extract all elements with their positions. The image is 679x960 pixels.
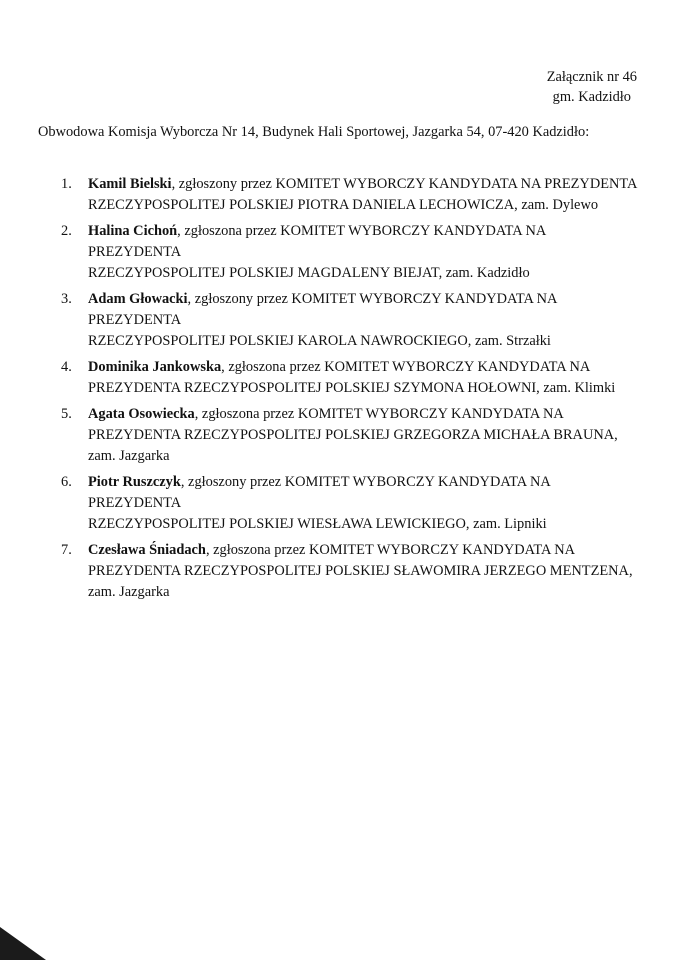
member-list-item [0,174,679,216]
member-number: 2. [61,223,72,239]
member-name: Agata Osowiecka [88,406,195,422]
member-number: 5. [61,406,72,422]
page-corner-artifact [0,927,46,960]
member-name: Adam Głowacki [88,291,188,307]
member-number: 7. [61,542,72,558]
member-text [88,289,639,352]
member-text [88,472,639,535]
member-name: Piotr Ruszczyk [88,474,181,490]
member-text [88,174,639,216]
member-wrapped-line: PREZYDENTA RZECZYPOSPOLITEJ POLSKIEJ GRZEGORZA MICHAŁA BRAUNA, [88,427,618,443]
municipality: gm. Kadzidło [552,89,632,105]
member-first-line-rest: , zgłoszona przez KOMITET WYBORCZY KANDYDATA NA [205,542,576,558]
member-wrapped-line: zam. Jazgarka [88,584,170,600]
member-first-line-rest: , zgłoszona przez KOMITET WYBORCZY KANDYDATA NA [194,406,564,422]
member-number: 4. [61,359,72,375]
member-list-item [0,472,679,535]
member-first-line [88,289,639,331]
member-first-line-rest: , zgłoszony przez KOMITET WYBORCZY KANDYDATA NA PREZYDENTA [88,291,557,328]
member-number: 6. [61,474,72,490]
member-text [88,221,639,284]
member-list-item [0,221,679,284]
member-name: Dominika Jankowska [88,359,222,375]
member-name: Czesława Śniadach [88,542,206,558]
commission-heading: Obwodowa Komisja Wyborcza Nr 14, Budynek Hali Sportowej, Jazgarka 54, 07-420 Kadzidło: [38,124,590,140]
member-list-item [0,404,679,467]
member-first-line [88,174,639,195]
member-wrapped-line: RZECZYPOSPOLITEJ POLSKIEJ PIOTRA DANIELA LECHOWICZA, zam. Dylewo [88,197,599,213]
member-first-line [88,540,639,561]
member-first-line [88,357,639,378]
annex-number: Załącznik nr 46 [546,69,637,85]
member-list-item [0,540,679,603]
member-text [88,404,639,467]
member-list [0,174,679,608]
member-list-item [0,357,679,399]
member-wrapped-line: RZECZYPOSPOLITEJ POLSKIEJ MAGDALENY BIEJAT, zam. Kadzidło [88,265,530,281]
member-name: Halina Cichoń [88,223,178,239]
member-wrapped-line: RZECZYPOSPOLITEJ POLSKIEJ KAROLA NAWROCKIEGO, zam. Strzałki [88,333,551,349]
annex-block [547,67,637,107]
member-text [88,357,639,399]
member-first-line [88,221,639,263]
member-first-line [88,472,639,514]
member-wrapped-line: zam. Jazgarka [88,448,170,464]
member-wrapped-line: RZECZYPOSPOLITEJ POLSKIEJ WIESŁAWA LEWICKIEGO, zam. Lipniki [88,516,547,532]
member-first-line [88,404,639,425]
member-wrapped-line: PREZYDENTA RZECZYPOSPOLITEJ POLSKIEJ SŁAWOMIRA JERZEGO MENTZENA, [88,563,633,579]
member-first-line-rest: , zgłoszony przez KOMITET WYBORCZY KANDYDATA NA PREZYDENTA [88,474,550,511]
member-wrapped-line: PREZYDENTA RZECZYPOSPOLITEJ POLSKIEJ SZYMONA HOŁOWNI, zam. Klimki [88,380,616,396]
member-first-line-rest: , zgłoszona przez KOMITET WYBORCZY KANDYDATA NA PREZYDENTA [88,223,546,260]
member-list-item [0,289,679,352]
member-number: 3. [61,291,72,307]
member-first-line-rest: , zgłoszona przez KOMITET WYBORCZY KANDYDATA NA [221,359,591,375]
member-name: Kamil Bielski [88,176,172,192]
member-text [88,540,639,603]
member-first-line-rest: , zgłoszony przez KOMITET WYBORCZY KANDYDATA NA PREZYDENTA [171,176,638,192]
member-number: 1. [61,176,72,192]
